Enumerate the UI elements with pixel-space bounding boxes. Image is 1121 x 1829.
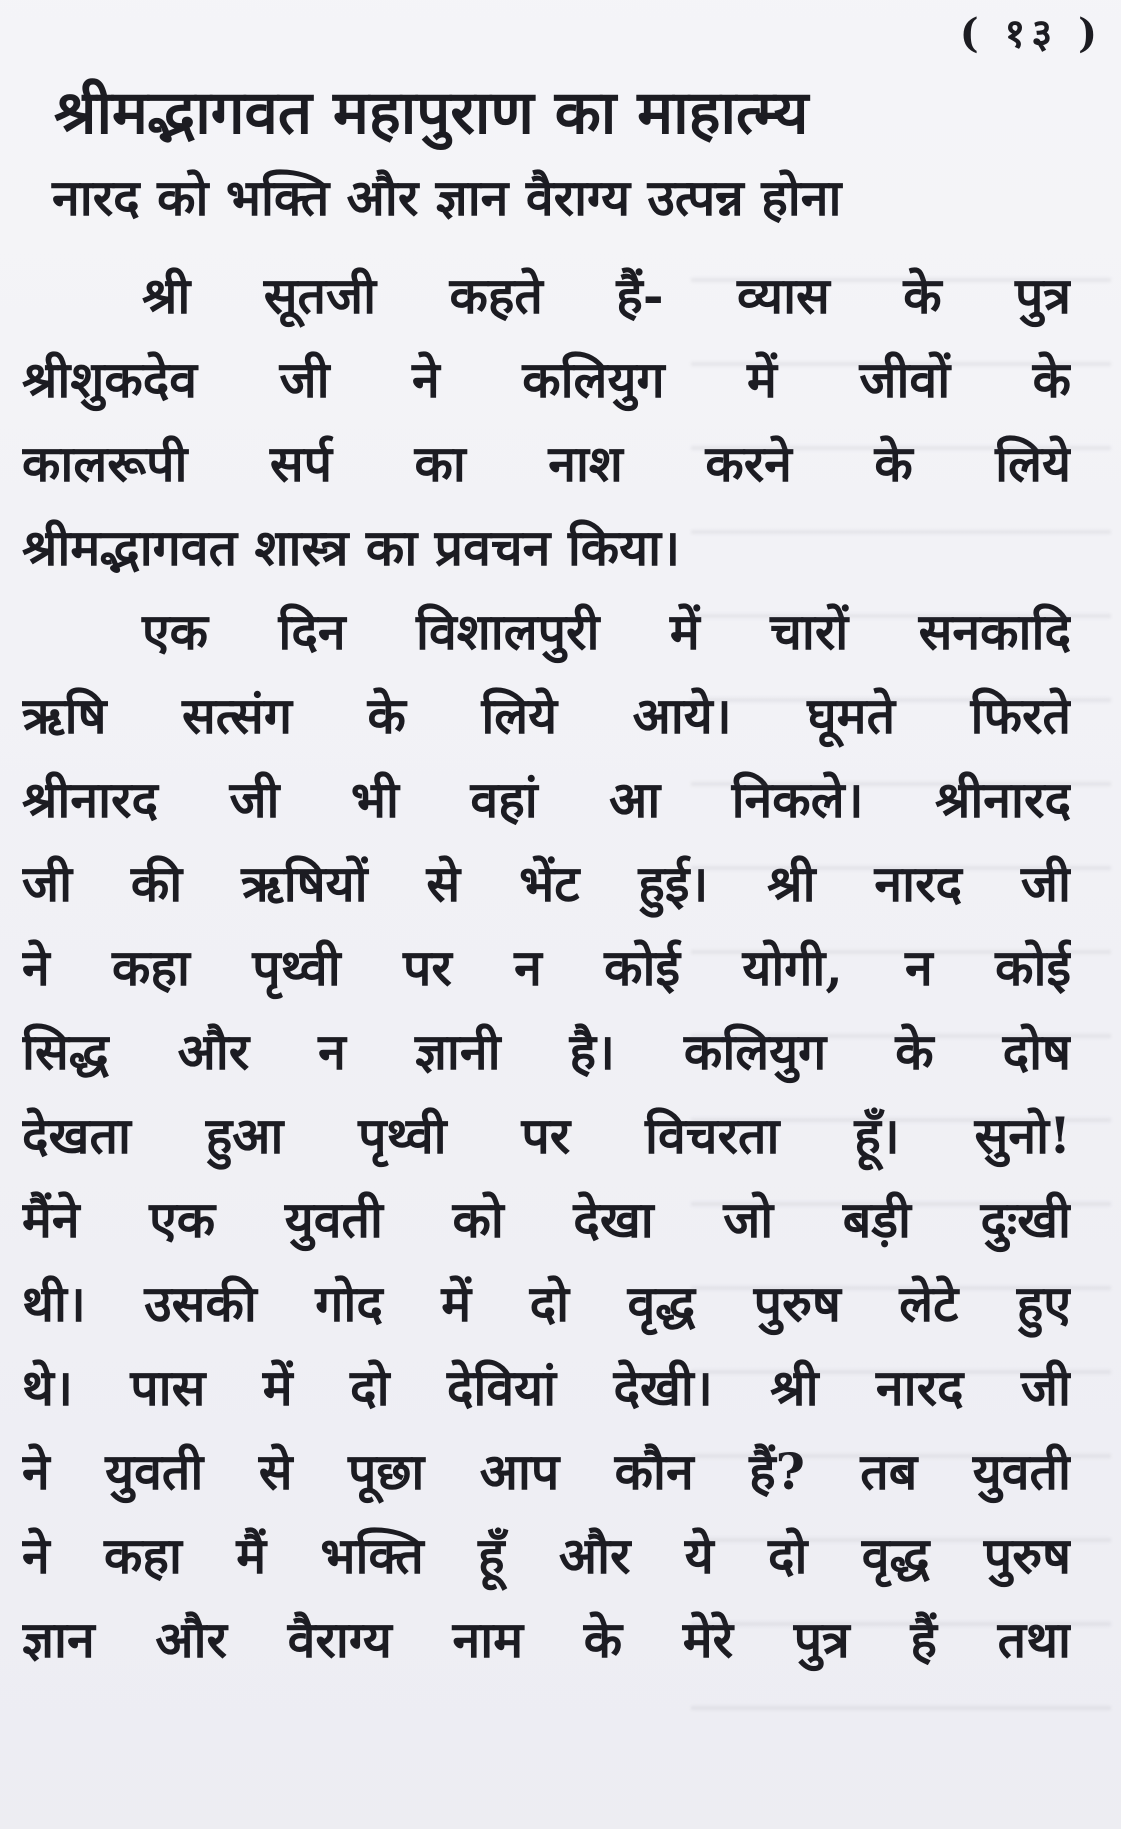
text-line: थे। पास में दो देवियां देखी। श्री नारद जी [22, 1358, 1071, 1417]
text-line: कालरूपी सर्प का नाश करने के लिये [22, 434, 1071, 493]
text-line: थी। उसकी गोद में दो वृद्ध पुरुष लेटे हुए [22, 1274, 1071, 1333]
text-line: श्रीशुकदेव जी ने कलियुग में जीवों के [22, 350, 1071, 409]
text-line: श्रीनारद जी भी वहां आ निकले। श्रीनारद [22, 770, 1071, 829]
text-line: सिद्ध और न ज्ञानी है। कलियुग के दोष [22, 1022, 1071, 1081]
page-number: ( १३ ) [959, 10, 1103, 57]
text-line: देखता हुआ पृथ्वी पर विचरता हूँ। सुनो! [22, 1106, 1071, 1165]
text-line: जी की ऋषियों से भेंट हुई। श्री नारद जी [22, 854, 1071, 913]
text-line: एक दिन विशालपुरी में चारों सनकादि [142, 602, 1071, 661]
text-line: ने युवती से पूछा आप कौन हैं? तब युवती [22, 1442, 1071, 1501]
text-line: श्रीमद्भागवत शास्त्र का प्रवचन किया। [22, 518, 681, 577]
text-line: ज्ञान और वैराग्य नाम के मेरे पुत्र हैं तथा [22, 1610, 1071, 1669]
text-line: ने कहा मैं भक्ति हूँ और ये दो वृद्ध पुरुष [22, 1526, 1071, 1585]
text-line: ने कहा पृथ्वी पर न कोई योगी, न कोई [22, 938, 1071, 997]
body-text [22, 254, 1071, 1682]
text-line: मैंने एक युवती को देखा जो बड़ी दुःखी [22, 1190, 1071, 1249]
chapter-title: श्रीमद्भागवत महापुराण का माहात्म्य [54, 78, 809, 148]
text-line: ऋषि सत्संग के लिये आये। घूमते फिरते [22, 686, 1071, 745]
chapter-subtitle: नारद को भक्ति और ज्ञान वैराग्य उत्पन्न होना [52, 168, 842, 227]
text-line: श्री सूतजी कहते हैं- व्यास के पुत्र [142, 266, 1071, 325]
